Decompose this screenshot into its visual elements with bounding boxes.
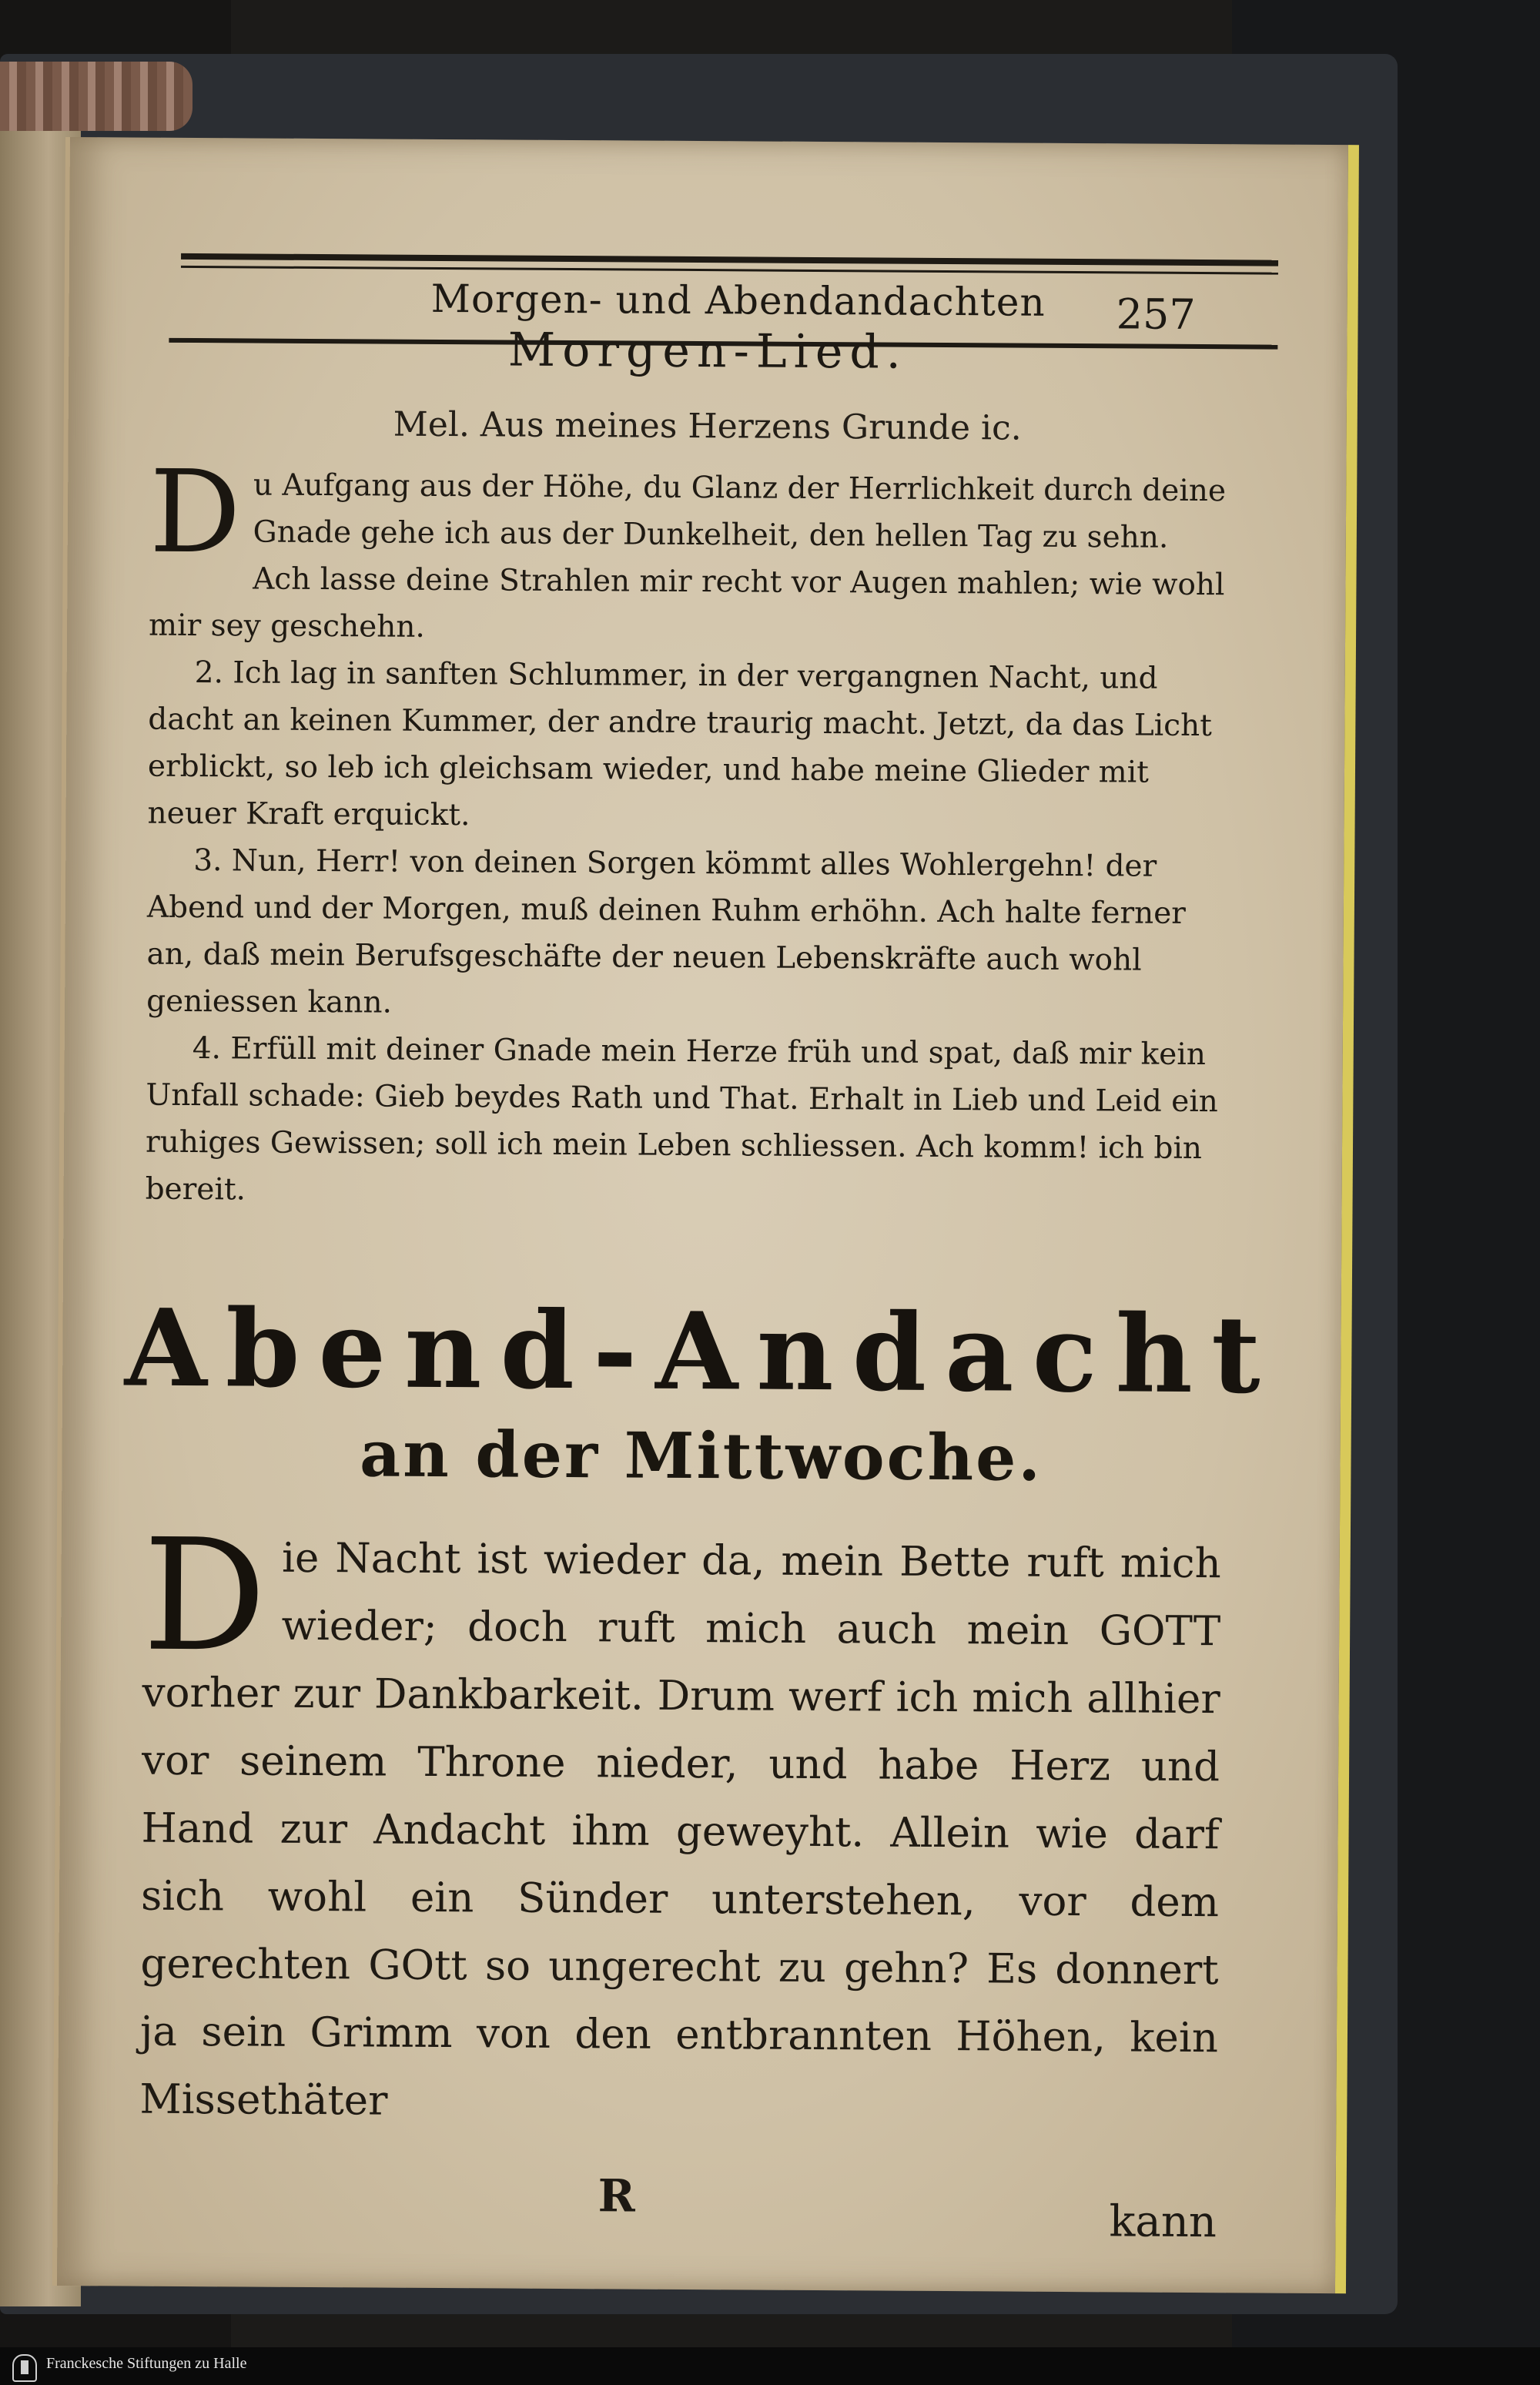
devotion-subtitle: an der Mittwoche. bbox=[359, 1417, 1043, 1496]
bookmark-band bbox=[0, 62, 192, 131]
hymn-verse-2: 2. Ich lag in sanften Schlummer, in der vergangnen Nacht, und dacht an keinen Kummer, der andre traurig macht. Jetzt, da das Licht erblickt, so leb ich gleichsam wieder, und habe meine Glieder mit neuer Kraft erquickt. bbox=[147, 655, 1213, 833]
catchword: kann bbox=[1109, 2196, 1217, 2248]
page-number: 257 bbox=[1116, 290, 1196, 339]
devotion-paragraph: ie Nacht ist wieder da, mein Bette ruft mich wieder; doch ruft mich auch mein GOTT vorher zur Dankbarkeit. Drum werf ich mich allhier vor seinem Throne nieder, und habe Herz und Hand zur Andacht ihm geweyht. Allein wie darf sich wohl ein Sünder unterstehen, vor dem gerechten GOtt so ungerecht zu gehn? Es donnert ja sein Grimm von den entbrannten Höhen, kein Missethäter bbox=[139, 1534, 1221, 2125]
devotion-title: Abend-Andacht bbox=[124, 1285, 1280, 1418]
hymn-verse-4: 4. Erfüll mit deiner Gnade mein Herze früh und spat, daß mir kein Unfall schade: Gieb beydes Rath und That. Erhalt in Lieb und Leid ein ruhiges Gewissen; soll ich mein Leben schliessen. Ach komm! ich bin bereit. bbox=[145, 1031, 1218, 1208]
top-rule-thin bbox=[181, 266, 1278, 275]
drop-capital: D bbox=[149, 445, 242, 579]
devotion-text bbox=[139, 1506, 1221, 2141]
institution-name: Franckesche Stiftungen zu Halle bbox=[46, 2355, 247, 2372]
hymn-verse-3: 3. Nun, Herr! von deinen Sorgen kömmt alles Wohlergehn! der Abend und der Morgen, muß deinen Ruhm erhöhn. Ach halte ferner an, daß mein Berufsgeschäfte der neuen Lebenskräfte auch wohl geniessen kann. bbox=[146, 843, 1187, 1020]
hymn-title: Morgen-Lied. bbox=[507, 323, 909, 380]
institution-logo-icon bbox=[12, 2354, 37, 2382]
drop-capital-large: D bbox=[142, 1506, 267, 1687]
running-title: Morgen- und Abendandachten bbox=[430, 276, 1046, 325]
top-rule bbox=[181, 253, 1278, 266]
hymn-text bbox=[145, 445, 1227, 1220]
hymn-verse-1: Du Aufgang aus der Höhe, du Glanz der Herrlichkeit durch deine Gnade gehe ich aus der Dunkelheit, den hellen Tag zu sehn. Ach lasse deine Strahlen mir recht vor Augen mahlen; wie wohl mir sey geschehn. bbox=[148, 445, 1227, 645]
signature-mark: R bbox=[598, 2169, 636, 2223]
book-page bbox=[52, 137, 1359, 2293]
hymn-melody: Mel. Aus meines Herzens Grunde ic. bbox=[393, 404, 1022, 448]
